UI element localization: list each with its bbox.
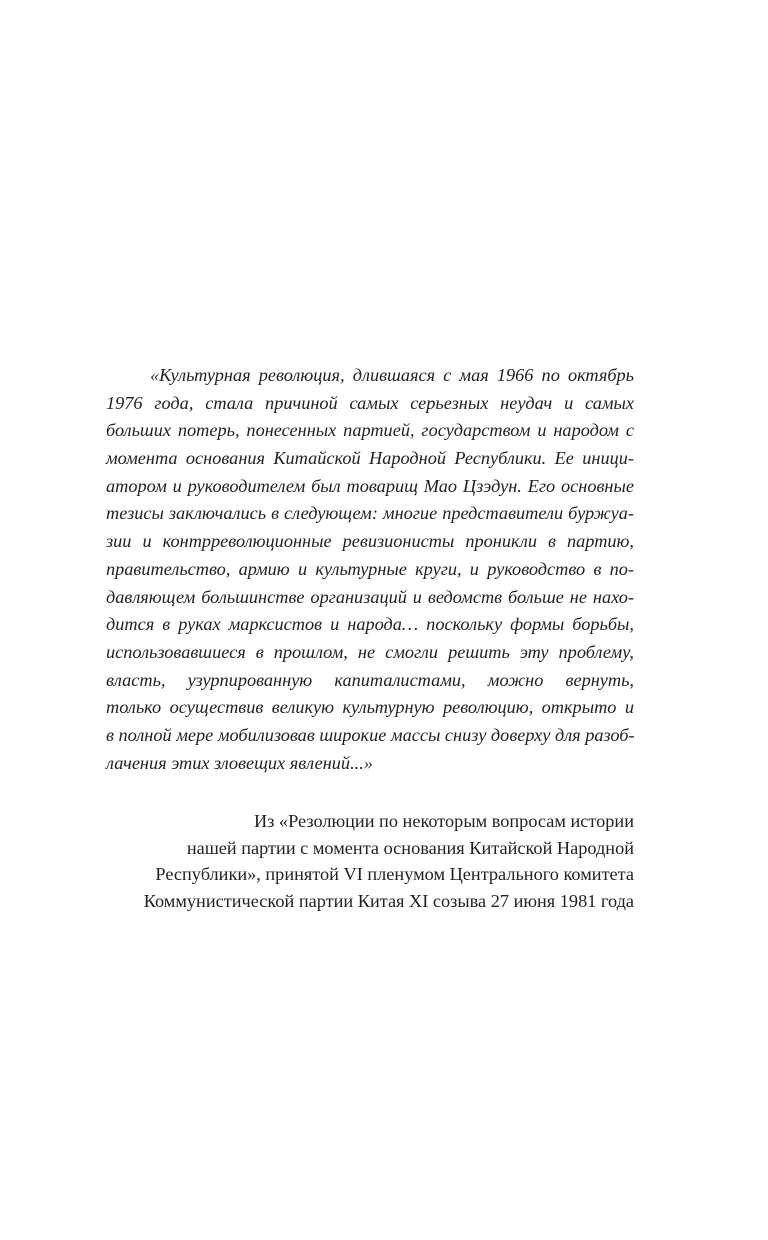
- quote-line: в полной мере мобилизовав широкие массы снизу доверху для разоб-: [106, 724, 635, 745]
- source-line: Коммунистической партии Китая XI созыва 27 июня 1981 года: [143, 890, 634, 911]
- quote-line: «Культурная революция, длившаяся с мая 1966 по октябрь: [150, 365, 634, 385]
- quote-line: использовавшиеся в прошлом, не смогли решить эту проблему,: [106, 641, 634, 662]
- quote-line: только осуществив великую культурную революцию, открыто и: [106, 697, 634, 718]
- quote-line: давляющем большинстве организаций и ведомств больше не нахо-: [106, 586, 634, 607]
- quote-line: лачения этих зловещих явлений...»: [106, 752, 373, 773]
- quote-line: тезисы заключались в следующем: многие представители буржуа-: [106, 503, 634, 524]
- quote-line: 1976 года, стала причиной самых серьезных неудач и самых: [106, 392, 634, 413]
- quote-line: атором и руководителем был товарищ Мао Цзэдун. Его основные: [106, 475, 634, 496]
- source-line: Республики», принятой VI пленумом Центрального комитета: [155, 864, 634, 884]
- epigraph-quote: [106, 362, 634, 777]
- quote-line: зии и контрреволюционные ревизионисты проникли в партию,: [106, 531, 634, 552]
- source-line: нашей партии с момента основания Китайской Народной: [186, 837, 634, 858]
- quote-line: момента основания Китайской Народной Республики. Ее иници-: [106, 448, 634, 469]
- source-line: Из «Резолюции по некоторым вопросам истории: [253, 811, 634, 831]
- quote-line: правительство, армию и культурные круги, и руководство в по-: [106, 558, 634, 579]
- epigraph-source: [100, 808, 634, 914]
- quote-line: дится в руках марксистов и народа… поскольку формы борьбы,: [106, 614, 634, 635]
- quote-line: власть, узурпированную капиталистами, можно вернуть,: [106, 669, 634, 690]
- quote-line: больших потерь, понесенных партией, государством и народом с: [106, 420, 634, 441]
